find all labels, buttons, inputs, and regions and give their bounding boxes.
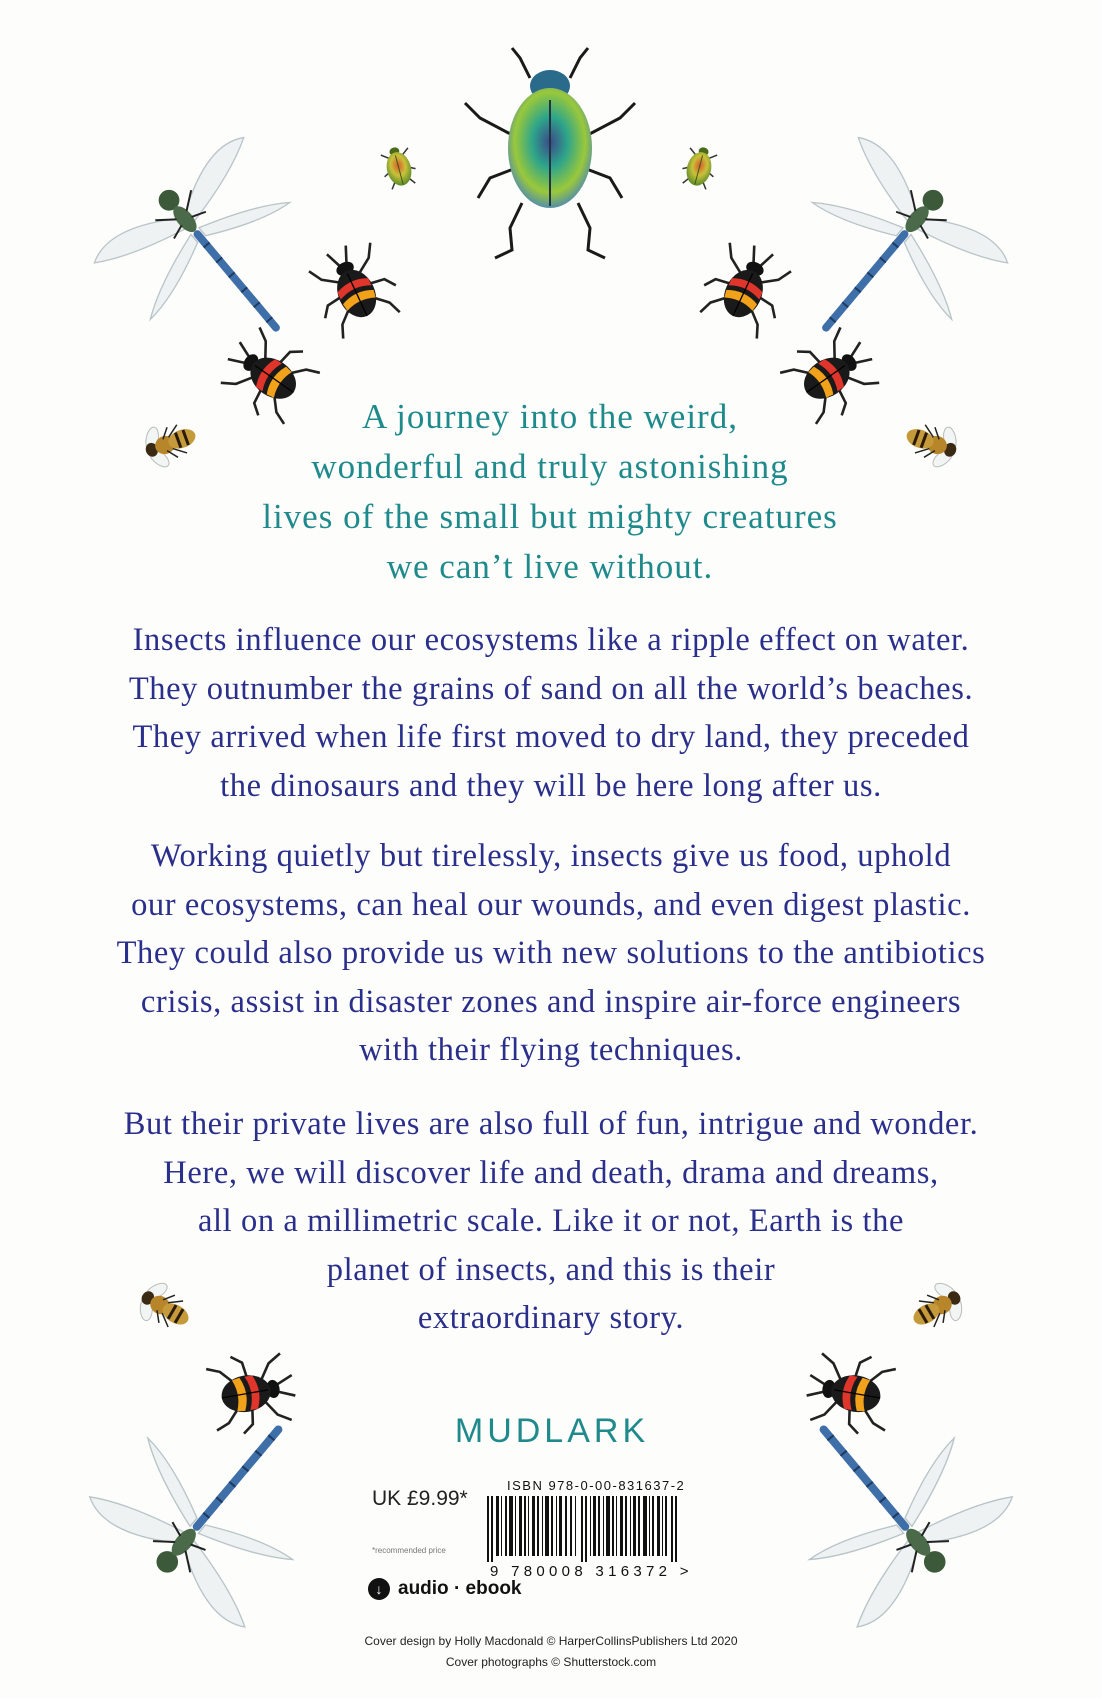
blurb-line: They could also provide us with new solutions to the antibiotics xyxy=(116,935,986,971)
barcode-icon xyxy=(485,1496,685,1562)
burying-beetle-icon xyxy=(205,1347,300,1438)
blurb-line: crisis, assist in disaster zones and inspire air-force engineers xyxy=(140,983,962,1020)
formats-text: audio · ebook xyxy=(398,1578,522,1599)
isbn: ISBN 978-0-00-831637-2 xyxy=(507,1478,686,1493)
cover-photo-credit: Cover photographs © Shutterstock.com xyxy=(445,1655,657,1669)
dragonfly-icon xyxy=(743,1361,1019,1635)
tagline-line: lives of the small but mighty creatures xyxy=(262,497,838,536)
scarab-icon xyxy=(679,143,720,190)
dragonfly-icon xyxy=(83,1361,359,1635)
scarab-icon xyxy=(465,48,635,258)
barcode-number: 9 780008 316372 > xyxy=(490,1563,693,1580)
blurb-paragraph-2 xyxy=(80,832,1022,1075)
blurb-line: with their flying techniques. xyxy=(359,1032,743,1068)
cover-design-credit: Cover design by Holly Macdonald © HarperCollinsPublishers Ltd 2020 xyxy=(364,1634,738,1648)
burying-beetle-icon xyxy=(693,233,799,341)
rrp-note: *recommended price xyxy=(372,1546,446,1555)
blurb-line: They outnumber the grains of sand on all the world’s beaches. xyxy=(128,670,974,707)
download-icon: ↓ xyxy=(368,1578,390,1600)
blurb-line: Here, we will discover life and death, drama and dreams, xyxy=(163,1154,939,1191)
tagline-line: wonderful and truly astonishing xyxy=(311,447,789,486)
blurb-line: Insects influence our ecosystems like a ripple effect on water. xyxy=(132,622,970,658)
bee-icon xyxy=(899,412,965,474)
tagline xyxy=(200,392,900,592)
price: UK £9.99* xyxy=(372,1487,468,1510)
dragonfly-icon xyxy=(749,130,1015,394)
publisher-logo: MUDLARK xyxy=(454,1412,650,1450)
tagline-line: we can’t live without. xyxy=(386,547,714,586)
blurb-line: our ecosystems, can heal our wounds, and even digest plastic. xyxy=(131,886,971,923)
formats-label xyxy=(368,1578,522,1600)
burying-beetle-icon xyxy=(301,233,407,341)
blurb-line: They arrived when life first moved to dry land, they preceded xyxy=(132,719,970,755)
blurb-line: Working quietly but tirelessly, insects give us food, uphold xyxy=(150,838,952,874)
blurb-line: planet of insects, and this is their xyxy=(326,1251,776,1288)
blurb-line: extraordinary story. xyxy=(417,1300,685,1336)
blurb-paragraph-3 xyxy=(80,1100,1022,1343)
blurb-line: But their private lives are also full of fun, intrigue and wonder. xyxy=(123,1106,979,1142)
tagline-line: A journey into the weird, xyxy=(362,397,738,436)
blurb-paragraph-1 xyxy=(80,616,1022,810)
burying-beetle-icon xyxy=(802,1347,897,1438)
bee-icon xyxy=(137,412,203,474)
dragonfly-icon xyxy=(88,130,354,394)
scarab-icon xyxy=(378,143,419,190)
blurb-line: all on a millimetric scale. Like it or not, Earth is the xyxy=(198,1203,904,1239)
blurb-line: the dinosaurs and they will be here long after us. xyxy=(220,767,882,804)
